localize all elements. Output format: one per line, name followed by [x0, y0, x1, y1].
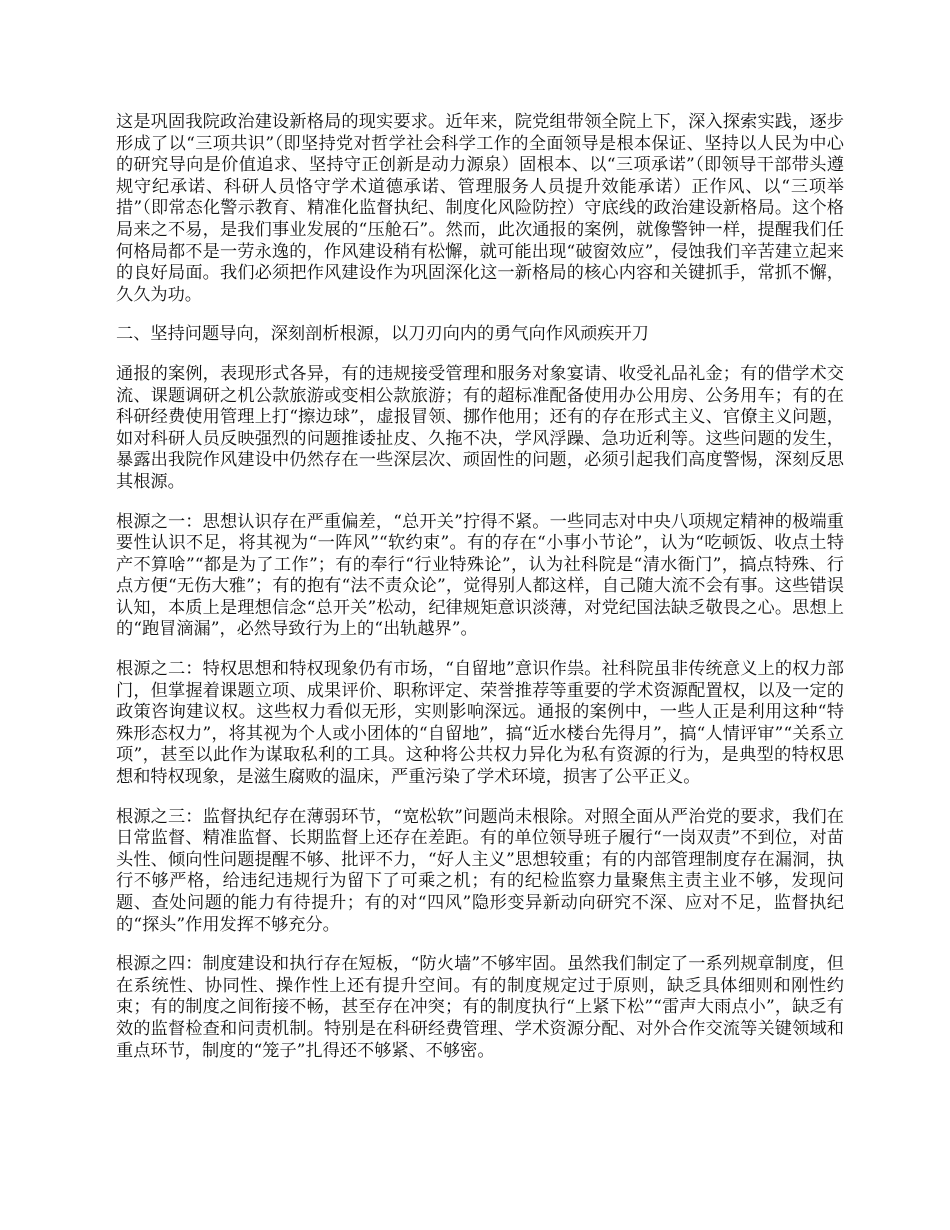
section-heading-problem-oriented: 二、坚持问题导向，深刻剖析根源，以刀刃向内的勇气向作风顽疾开刀	[116, 324, 649, 345]
paragraph-political-construction: 这是巩固我院政治建设新格局的现实要求。近年来，院党组带领全院上下，深入探索实践，逐步形成了以“三项共识”（即坚持党对哲学社会科学工作的全面领导是根本保证、坚持以人民为中心的研究导向是价值追求、坚持守正创新是动力源泉）固根本、以“三项承诺”（即领导干部带头遵规守纪承诺、科研人员恪守学术道德承诺、管理服务人员提升效能承诺）正作风、以“三项举措”（即常态化警示教育、精准化监督执纪、制度化风险防控）守底线的政治建设新格局。这个格局来之不易，是我们事业发展的“压舱石”。然而，此次通报的案例，就像警钟一样，提醒我们任何格局都不是一劳永逸的，作风建设稍有松懈，就可能出现“破窗效应”，侵蚀我们辛苦建立起来的良好局面。我们必须把作风建设作为巩固深化这一新格局的核心内容和关键抓手，常抓不懈，久久为功。	[116, 112, 844, 305]
paragraph-root-cause-4: 根源之四：制度建设和执行存在短板，“防火墙”不够牢固。虽然我们制定了一系列规章制度，但在系统性、协同性、操作性上还有提升空间。有的制度规定过于原则，缺乏具体细则和刚性约束；有的制度之间衔接不畅，甚至存在冲突；有的制度执行“上紧下松”“雷声大雨点小”，缺乏有效的监督检查和问责机制。特别是在科研经费管理、学术资源分配、对外合作交流等关键领域和重点环节，制度的“笼子”扎得还不够紧、不够密。	[116, 954, 844, 1061]
paragraph-case-overview: 通报的案例，表现形式各异，有的违规接受管理和服务对象宴请、收受礼品礼金；有的借学术交流、课题调研之机公款旅游或变相公款旅游；有的超标准配备使用办公用房、公务用车；有的在科研经费使用管理上打“擦边球”，虚报冒领、挪作他用；还有的存在形式主义、官僚主义问题，如对科研人员反映强烈的问题推诿扯皮、久拖不决，学风浮躁、急功近利等。这些问题的发生，暴露出我院作风建设中仍然存在一些深层次、顽固性的问题，必须引起我们高度警惕，深刻反思其根源。	[116, 363, 844, 492]
paragraph-root-cause-1: 根源之一：思想认识存在严重偏差，“总开关”拧得不紧。一些同志对中央八项规定精神的极端重要性认识不足，将其视为“一阵风”“软约束”。有的存在“小事小节论”，认为“吃顿饭、收点土特产不算啥”“都是为了工作”；有的奉行“行业特殊论”，认为社科院是“清水衙门”，搞点特殊、行点方便“无伤大雅”；有的抱有“法不责众论”，觉得别人都这样，自己随大流不会有事。这些错误认知，本质上是理想信念“总开关”松动，纪律规矩意识淡薄，对党纪国法缺乏敬畏之心。思想上的“跑冒滴漏”，必然导致行为上的“出轨越界”。	[116, 511, 844, 640]
paragraph-root-cause-2: 根源之二：特权思想和特权现象仍有市场，“自留地”意识作祟。社科院虽非传统意义上的权力部门，但掌握着课题立项、成果评价、职称评定、荣誉推荐等重要的学术资源配置权，以及一定的政策咨询建议权。这些权力看似无形，实则影响深远。通报的案例中，一些人正是利用这种“特殊形态权力”，将其视为个人或小团体的“自留地”，搞“近水楼台先得月”，搞“人情评审”“关系立项”，甚至以此作为谋取私利的工具。这种将公共权力异化为私有资源的行为，是典型的特权思想和特权现象，是滋生腐败的温床，严重污染了学术环境，损害了公平正义。	[116, 659, 844, 788]
document-page	[116, 112, 844, 1080]
paragraph-root-cause-3: 根源之三：监督执纪存在薄弱环节，“宽松软”问题尚未根除。对照全面从严治党的要求，我们在日常监督、精准监督、长期监督上还存在差距。有的单位领导班子履行“一岗双责”不到位，对苗头性、倾向性问题提醒不够、批评不力，“好人主义”思想较重；有的内部管理制度存在漏洞，执行不够严格，给违纪违规行为留下了可乘之机；有的纪检监察力量聚焦主责主业不够，发现问题、查处问题的能力有待提升；有的对“四风”隐形变异新动向研究不深、应对不足，监督执纪的“探头”作用发挥不够充分。	[116, 806, 844, 935]
